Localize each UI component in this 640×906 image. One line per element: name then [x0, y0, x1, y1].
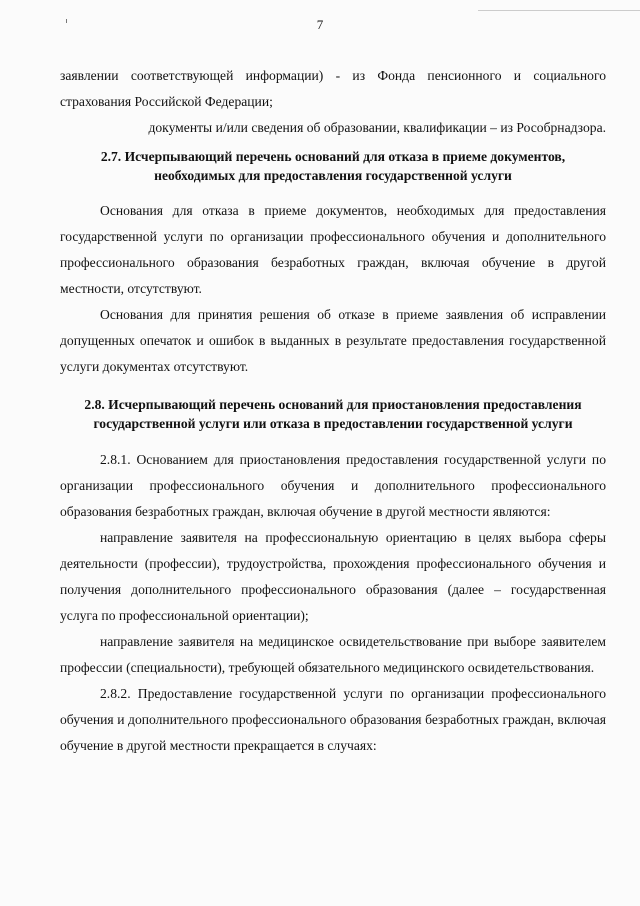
paragraph: Основания для принятия решения об отказе в приеме заявления об исправлении допущенных опечаток и ошибок в выданных в результате предоставления государственной услуги документах отсутствуют.: [60, 307, 606, 374]
top-rule: [478, 10, 640, 11]
paragraph: направление заявителя на медицинское освидетельствование при выборе заявителем профессии (специальности), требующей обязательного медицинского освидетельствования.: [60, 634, 606, 675]
paragraph: 2.8.1. Основанием для приостановления предоставления государственной услуги по организации профессионального обучения и дополнительного профессионального образования безработных граждан, включая обучение в другой местности являются:: [60, 452, 606, 519]
paragraph: документы и/или сведения об образовании, квалификации – из Рособрнадзора.: [148, 120, 606, 135]
paragraph: 2.8.2. Предоставление государственной услуги по организации профессионального обучения и дополнительного профессионального образования безработных граждан, включая обучение в другой местности прекращается в случаях:: [60, 686, 606, 753]
page-number: 7: [316, 17, 324, 32]
paragraph: заявлении соответствующей информации) - из Фонда пенсионного и социального страхования Российской Федерации;: [60, 68, 606, 109]
section-heading-2-7: 2.7. Исчерпывающий перечень оснований для отказа в приеме документов, необходимых для предоставления государственной услуги: [100, 149, 566, 183]
paragraph: направление заявителя на профессиональную ориентацию в целях выбора сферы деятельности (профессии), трудоустройства, прохождения профессионального обучения и получения дополнительного профессионального образования (далее – государственная услуга по профессиональной ориентации);: [60, 530, 606, 623]
section-heading-2-8: 2.8. Исчерпывающий перечень оснований для приостановления предоставления государственной услуги или отказа в предоставлении государственной услуги: [84, 397, 582, 431]
paragraph: Основания для отказа в приеме документов, необходимых для предоставления государственной услуги по организации профессионального обучения и дополнительного профессионального образования безработных граждан, включая обучение в другой местности, отсутствуют.: [60, 203, 606, 296]
document-body: [60, 63, 606, 759]
